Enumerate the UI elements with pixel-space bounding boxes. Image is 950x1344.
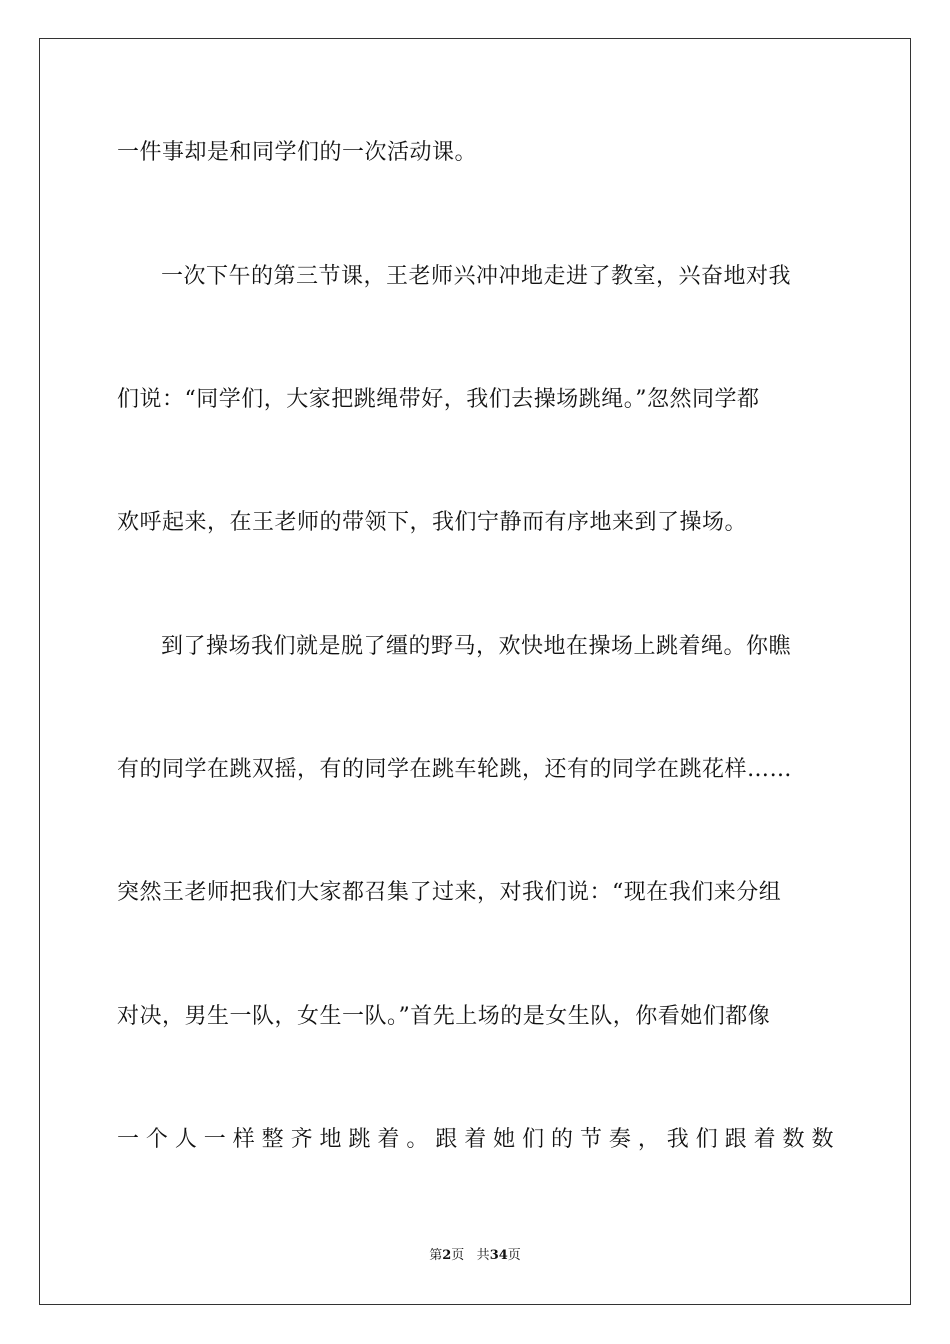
text-line: 突然王老师把我们大家都召集了过来，对我们说：“现在我们来分组 <box>117 880 782 905</box>
page-border <box>39 38 911 1305</box>
footer-total-pages: 34 <box>489 1248 508 1263</box>
text-line: 有的同学在跳双摇，有的同学在跳车轮跳，还有的同学在跳花样…… <box>117 757 793 782</box>
page-footer <box>0 1247 950 1265</box>
footer-page-suffix: 页 <box>451 1248 465 1263</box>
footer-total-suffix: 页 <box>507 1248 521 1263</box>
text-line: 欢呼起来，在王老师的带领下，我们宁静而有序地来到了操场。 <box>117 510 748 535</box>
text-line: 们说：“同学们，大家把跳绳带好，我们去操场跳绳。”忽然同学都 <box>117 387 760 412</box>
text-line: 一件事却是和同学们的一次活动课。 <box>117 140 478 165</box>
text-line: 到了操场我们就是脱了缰的野马，欢快地在操场上跳着绳。你瞧 <box>161 634 792 659</box>
text-line: 对决，男生一队，女生一队。”首先上场的是女生队，你看她们都像 <box>117 1004 771 1029</box>
footer-total-prefix: 共 <box>476 1248 490 1263</box>
footer-page-number: 2 <box>442 1248 452 1263</box>
text-line: 一次下午的第三节课，王老师兴冲冲地走进了教室，兴奋地对我 <box>161 264 792 289</box>
footer-prefix: 第 <box>429 1248 443 1263</box>
text-line: 一个人一样整齐地跳着。跟着她们的节奏，我们跟着数数 <box>117 1127 834 1152</box>
